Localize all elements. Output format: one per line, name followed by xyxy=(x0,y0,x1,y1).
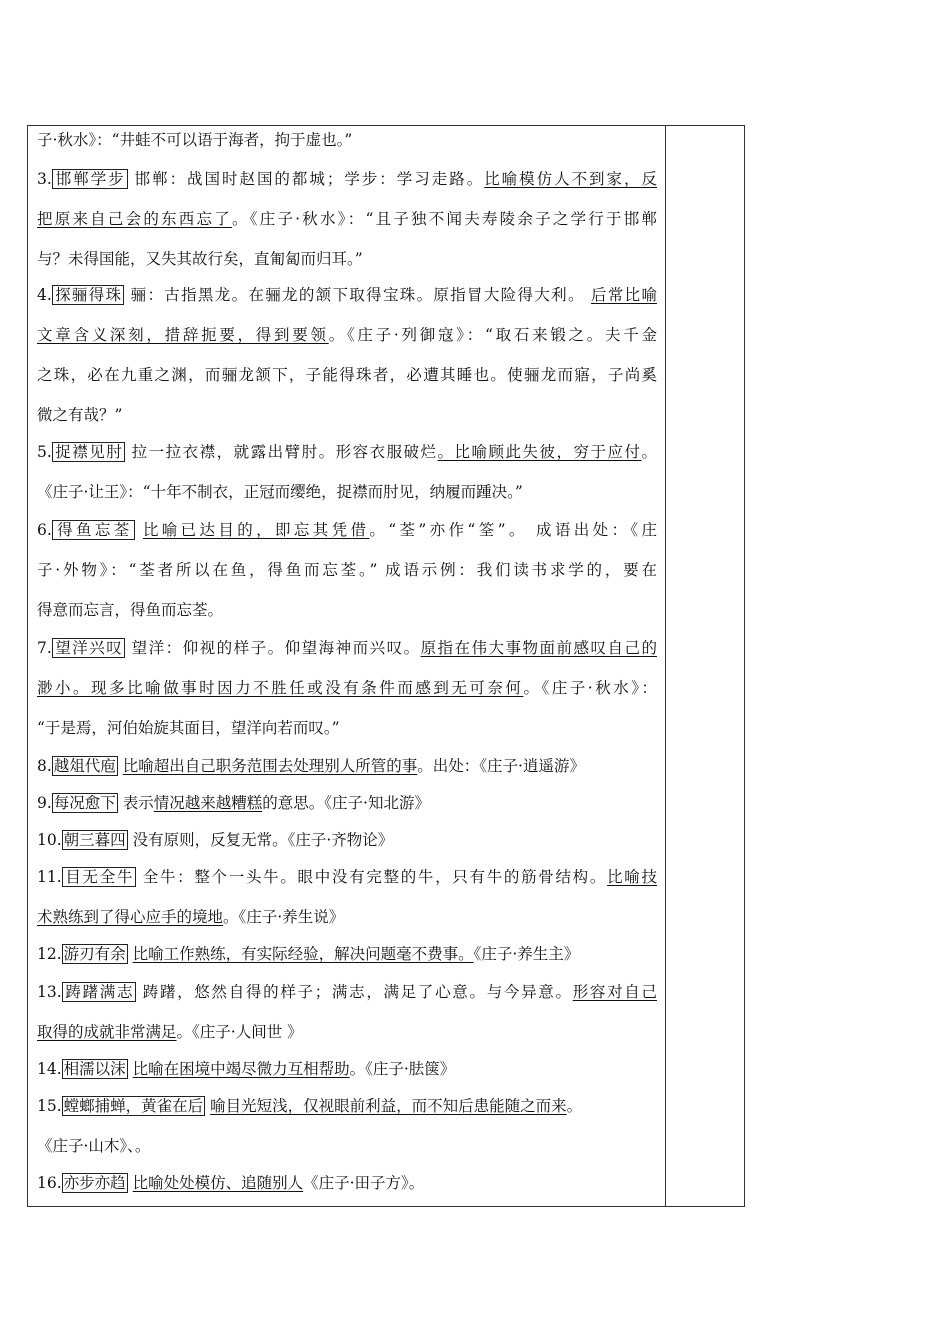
underlined-text: 原指在伟大事物面前感叹自己的 xyxy=(420,639,657,657)
text-segment: 4. xyxy=(37,286,52,304)
idiom-term: 越俎代庖 xyxy=(53,757,116,775)
text-segment: 拉一拉衣襟，就露出臂肘。形容衣服破烂 xyxy=(125,443,438,461)
underlined-text: 渺小。现多比喻做事时因力不胜任或没有条件而感到无可奈何 xyxy=(37,679,524,697)
underlined-text: 把原来自己会的东西忘了 xyxy=(37,210,232,228)
text-segment: 6. xyxy=(37,521,52,539)
underlined-text: 喻目光短浅，仅视眼前利益，而不知后患能随之而来 xyxy=(210,1097,567,1115)
text-segment: 《庄子·让王》：“十年不制衣，正冠而缨绝，捉襟而肘见，纳履而踵决。” xyxy=(37,483,523,501)
idiom-term: 探骊得珠 xyxy=(53,286,123,304)
text-segment: 与？未得国能，又失其故行矣，直匍匐而归耳。” xyxy=(37,250,363,268)
text-segment: 踌躇，悠然自得的样子；满志，满足了心意。与今异意。 xyxy=(136,983,573,1001)
text-line xyxy=(37,404,657,426)
idiom-term: 捉襟见肘 xyxy=(53,443,124,461)
text-segment: 《庄子·田子方》。 xyxy=(303,1174,425,1192)
idiom-term: 相濡以沫 xyxy=(63,1060,126,1078)
text-segment: 子·外物》：“荃者所以在鱼，得鱼而忘荃。” 成语示例：我们读书求学的，要在 xyxy=(37,561,657,579)
text-line xyxy=(37,481,657,503)
underlined-text: 比喻超出自己职务范围去处理别人所管的事 xyxy=(122,757,418,775)
idiom-term: 得鱼忘荃 xyxy=(53,521,133,539)
text-segment: 骊：古指黑龙。在骊龙的颔下取得宝珠。原指冒大险得大利。 xyxy=(124,286,592,304)
text-line xyxy=(37,1172,657,1194)
underlined-text: 术熟练到了得心应手的境地 xyxy=(37,908,224,926)
text-line xyxy=(37,324,657,346)
text-segment: 邯郸：战国时赵国的都城；学步：学习走路。 xyxy=(127,170,485,188)
underlined-text: 比喻处处模仿、追随别人 xyxy=(132,1174,304,1192)
text-line xyxy=(37,1135,657,1157)
text-segment: 表示 xyxy=(117,794,154,812)
text-segment: “于是焉，河伯始旋其面目，望洋向若而叹。” xyxy=(37,719,340,737)
idiom-term: 每况愈下 xyxy=(53,794,116,812)
text-segment: 的意思。《庄子·知北游》 xyxy=(262,794,430,812)
text-segment: 8. xyxy=(37,757,52,775)
idiom-term: 亦步亦趋 xyxy=(63,1174,126,1192)
idiom-term: 朝三暮四 xyxy=(63,831,126,849)
idiom-term: 望洋兴叹 xyxy=(53,639,124,657)
idiom-term: 目无全牛 xyxy=(63,868,135,886)
text-line xyxy=(37,906,657,928)
text-line xyxy=(37,792,657,814)
text-segment xyxy=(135,521,143,539)
text-segment: 11. xyxy=(37,868,62,886)
text-line xyxy=(37,637,657,659)
text-segment: 3. xyxy=(37,170,52,188)
text-segment: 。《庄子·秋水》：“且子独不闻夫寿陵余子之学行于邯郸 xyxy=(231,210,657,228)
underlined-text: 取得的成就非常满足 xyxy=(37,1023,177,1041)
underlined-text: 比喻工作熟练，有实际经验，解决问题毫不费事。 xyxy=(132,945,474,963)
text-segment: 。《庄子·秋水》： xyxy=(523,679,657,697)
text-line xyxy=(37,559,657,581)
text-line xyxy=(37,599,657,621)
text-line xyxy=(37,208,657,230)
text-segment: 。《庄子·养生说》 xyxy=(223,908,345,926)
underlined-text: 比喻已达目的，即忘其凭借 xyxy=(142,521,370,539)
text-line xyxy=(37,1058,657,1080)
text-line xyxy=(37,866,657,888)
text-segment: 13. xyxy=(37,983,62,1001)
text-segment: 。出处：《庄子·逍遥游》 xyxy=(417,757,585,775)
text-line xyxy=(37,981,657,1003)
underlined-text: 文章含义深刻，措辞扼要，得到要领 xyxy=(37,326,329,344)
text-line xyxy=(37,129,657,151)
text-line xyxy=(37,168,657,190)
underlined-text: 比喻模仿人不到家，反 xyxy=(484,170,657,188)
underlined-text: 比喻技 xyxy=(607,868,657,886)
text-segment: 望洋：仰视的样子。仰望海神而兴叹。 xyxy=(125,639,421,657)
text-line xyxy=(37,677,657,699)
text-line xyxy=(37,364,657,386)
text-segment: 之珠，必在九重之渊，而骊龙颔下，子能得珠者，必遭其睡也。使骊龙而寤，子尚奚 xyxy=(37,366,657,384)
underlined-text: 后常比喻 xyxy=(591,286,657,304)
underlined-text: 。比喻顾此失彼，穷于应付 xyxy=(437,443,642,461)
text-segment: 微之有哉？” xyxy=(37,406,123,424)
text-segment: 7. xyxy=(37,639,52,657)
column-divider xyxy=(665,126,666,1206)
underlined-text: 情况越来越糟糕 xyxy=(153,794,263,812)
idiom-term: 游刃有余 xyxy=(63,945,126,963)
idiom-term: 踌躇满志 xyxy=(63,983,135,1001)
text-segment: 没有原则，反复无常。《庄子·齐物论》 xyxy=(127,831,394,849)
text-segment: 9. xyxy=(37,794,52,812)
text-line xyxy=(37,519,657,541)
text-line xyxy=(37,1021,657,1043)
text-segment: 10. xyxy=(37,831,62,849)
text-segment: 。“荃”亦作“筌”。 成语出处：《庄 xyxy=(369,521,657,539)
idiom-term: 邯郸学步 xyxy=(53,170,126,188)
text-segment: 。《庄子·人间世 》 xyxy=(176,1023,303,1041)
text-segment: 16. xyxy=(37,1174,62,1192)
text-segment: 《庄子·养生主》 xyxy=(473,945,580,963)
underlined-text: 比喻在困境中竭尽微力互相帮助 xyxy=(132,1060,350,1078)
text-segment: 5. xyxy=(37,443,52,461)
text-line xyxy=(37,284,657,306)
text-segment: 15. xyxy=(37,1097,62,1115)
text-line xyxy=(37,943,657,965)
text-segment: 14. xyxy=(37,1060,62,1078)
text-segment: 得意而忘言，得鱼而忘荃。 xyxy=(37,601,224,619)
text-segment: 全牛：整个一头牛。眼中没有完整的牛，只有牛的筋骨结构。 xyxy=(136,868,608,886)
text-segment: 。《庄子·列御寇》：“取石来锻之。夫千金 xyxy=(328,326,657,344)
text-segment: 子·秋水》：“井蛙不可以语于海者，拘于虚也。” xyxy=(37,131,353,149)
text-segment: 。 xyxy=(641,443,657,461)
text-segment: 12. xyxy=(37,945,62,963)
text-line xyxy=(37,829,657,851)
text-segment: 《庄子·山木》、。 xyxy=(37,1137,151,1155)
text-line xyxy=(37,755,657,777)
underlined-text: 形容对自己 xyxy=(572,983,657,1001)
text-line xyxy=(37,441,657,463)
text-segment: 。 xyxy=(566,1097,583,1115)
idiom-table xyxy=(27,125,745,1207)
text-line xyxy=(37,717,657,739)
text-line xyxy=(37,248,657,270)
text-segment: 。《庄子·胠箧》 xyxy=(349,1060,456,1078)
idiom-term: 螳螂捕蝉，黄雀在后 xyxy=(63,1097,204,1115)
text-line xyxy=(37,1095,657,1117)
